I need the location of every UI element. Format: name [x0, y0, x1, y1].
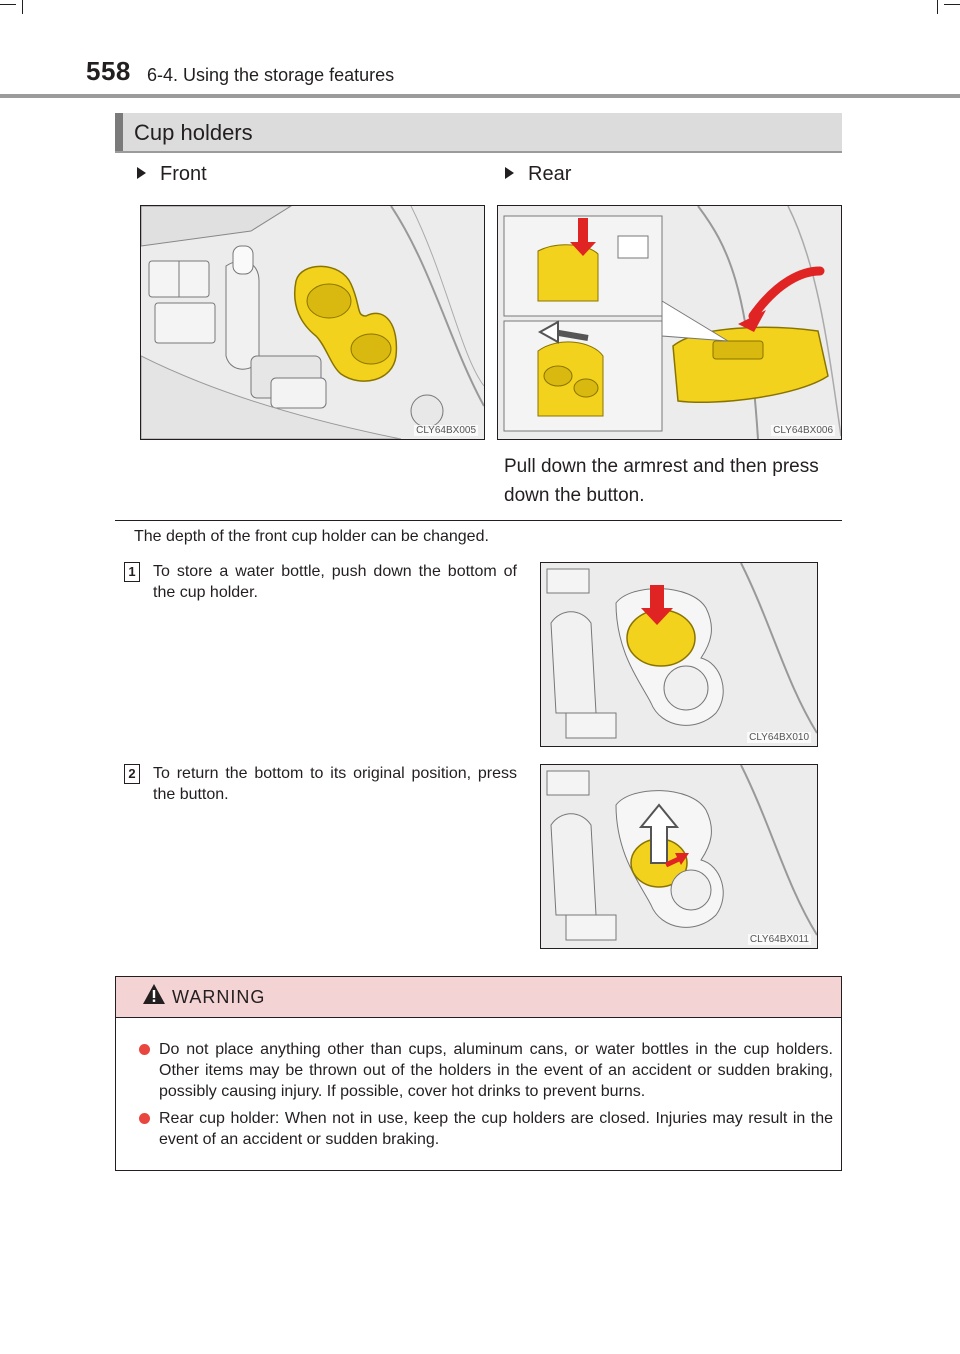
- front-console-drawing: [141, 206, 484, 439]
- warning-box: [115, 976, 842, 1171]
- step1-illustration: [540, 562, 818, 747]
- rear-armrest-drawing: [498, 206, 841, 439]
- warning-title: WARNING: [172, 987, 266, 1007]
- front-cupholder-illustration: [140, 205, 485, 440]
- step-number: 2: [124, 764, 140, 784]
- crop-mark: [944, 4, 960, 5]
- rear-label: Rear: [528, 163, 572, 185]
- rear-subheading: [505, 163, 571, 186]
- warning-item-text: Rear cup holder: When not in use, keep the cup holders are closed. Injuries may result in the event of an accident or sudden braking.: [159, 1110, 833, 1148]
- warning-item-text: Do not place anything other than cups, aluminum cans, or water bottles in the cup holders. Other items may be thrown out of the holders in the event of an accident or sudden braking, possibly causing injury. If possible, cover hot drinks to prevent burns.: [159, 1041, 833, 1100]
- section-title: Cup holders: [134, 120, 253, 145]
- triangle-bullet-icon: [505, 167, 514, 179]
- step-number: 1: [124, 562, 140, 582]
- front-label: Front: [160, 163, 207, 185]
- page-number: 558: [86, 56, 131, 86]
- chapter-title: 6-4. Using the storage features: [147, 65, 395, 85]
- header-divider: [0, 94, 960, 98]
- figure-code: CLY64BX006: [773, 425, 833, 436]
- step-text: To return the bottom to its original position, press the button.: [153, 765, 517, 803]
- step2-illustration: [540, 764, 818, 949]
- step-text: To store a water bottle, push down the bottom of the cup holder.: [153, 563, 517, 601]
- warning-item: [140, 1039, 833, 1102]
- crop-mark: [0, 4, 16, 5]
- rear-cupholder-illustration: [497, 205, 842, 440]
- rear-caption: Pull down the armrest and then press down the button.: [504, 456, 819, 506]
- warning-header: [116, 977, 841, 1018]
- crop-mark: [937, 0, 938, 14]
- figure-code: CLY64BX011: [749, 934, 809, 945]
- figure-code: CLY64BX010: [749, 732, 809, 743]
- cupholder-push-down-drawing: [541, 563, 817, 746]
- crop-mark: [22, 0, 23, 14]
- section-marker: [115, 113, 123, 151]
- bullet-icon: [139, 1044, 150, 1055]
- depth-note: The depth of the front cup holder can be changed.: [134, 528, 489, 545]
- triangle-bullet-icon: [137, 167, 146, 179]
- cupholder-return-drawing: [541, 765, 817, 948]
- section-header: [115, 113, 842, 153]
- divider: [115, 520, 842, 521]
- bullet-icon: [139, 1113, 150, 1124]
- warning-item: [140, 1108, 833, 1150]
- warning-triangle-icon: [142, 983, 166, 1005]
- figure-code: CLY64BX005: [416, 425, 476, 436]
- front-subheading: [137, 163, 207, 186]
